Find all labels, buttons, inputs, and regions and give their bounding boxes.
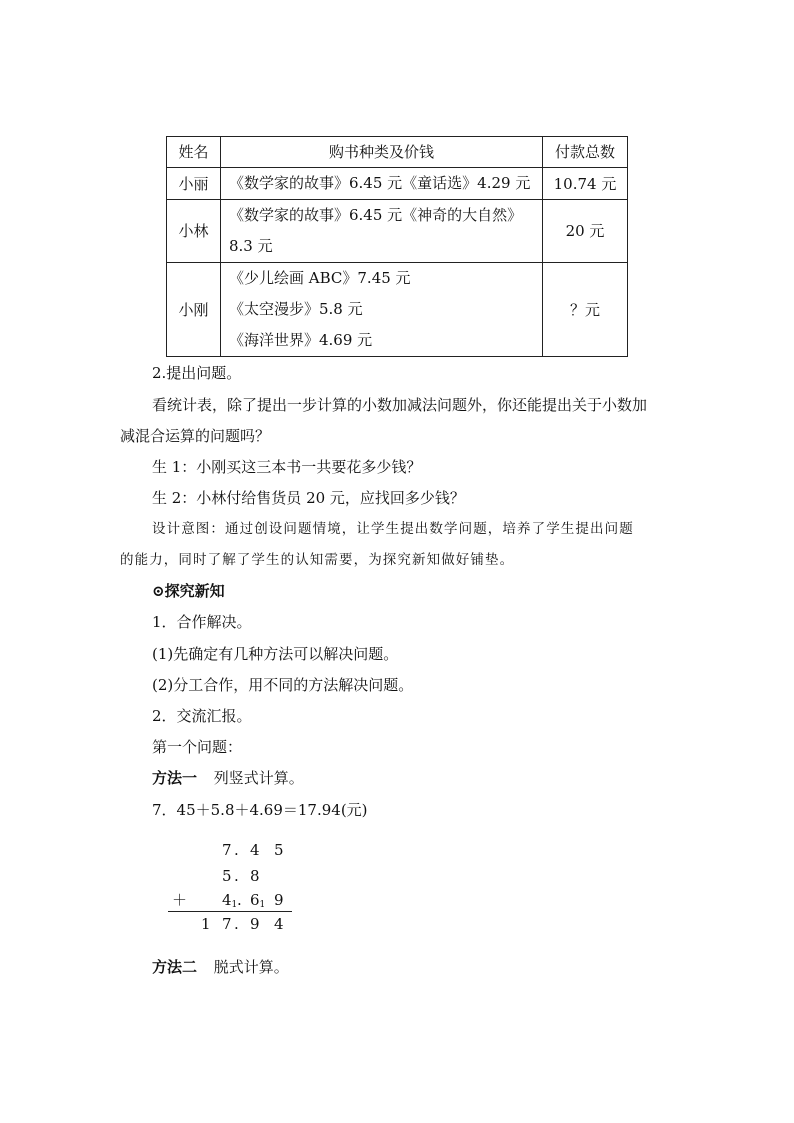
item-line: 《数学家的故事》6.45 元《童话选》4.29 元	[229, 174, 531, 192]
item-line: 《数学家的故事》6.45 元《神奇的大自然》	[229, 206, 523, 224]
plus-sign: ＋	[172, 891, 188, 909]
first-question-label: 第一个问题：	[152, 738, 243, 756]
calc-digit: 8	[250, 867, 260, 885]
step-1: 1．合作解决。	[152, 613, 252, 631]
book-purchase-table	[166, 136, 628, 357]
table-row	[167, 263, 628, 357]
prompt-line-1: 看统计表，除了提出一步计算的小数加减法问题外，你还能提出关于小数加	[152, 396, 648, 414]
row-name: 小丽	[167, 168, 221, 200]
header-name: 姓名	[167, 137, 221, 168]
row-items	[221, 263, 543, 357]
result-digit: 9	[250, 915, 260, 933]
vertical-addition	[168, 838, 298, 938]
carry-mark: 1	[231, 900, 238, 910]
method-1-text: 列竖式计算。	[213, 769, 304, 787]
calc-digit: $6_1$	[250, 891, 266, 910]
row-name: 小刚	[167, 263, 221, 357]
row-items	[221, 200, 543, 263]
row-total: 10.74 元	[543, 168, 628, 200]
section-explore: ⊙探究新知	[152, 582, 225, 600]
prompt-line-2: 减混合运算的问题吗？	[120, 427, 271, 445]
calc-point: .	[234, 841, 239, 859]
result-digit: 1	[201, 915, 211, 933]
design-intent-line-2: 的能力，同时了解了学生的认知需要，为探究新知做好铺垫。	[120, 552, 515, 568]
step-2: 2．交流汇报。	[152, 707, 252, 725]
method-2	[152, 956, 289, 978]
item-line: 《海洋世界》4.69 元	[229, 331, 373, 349]
calc-point: .	[234, 867, 239, 885]
table-row	[167, 168, 628, 200]
result-point: .	[234, 915, 239, 933]
design-intent-line-1: 设计意图：通过创设问题情境，让学生提出数学问题，培养了学生提出问题	[152, 521, 634, 537]
calc-digit: 5	[222, 867, 232, 885]
student-answer-1: 生 1：小刚买这三本书一共要花多少钱？	[152, 458, 422, 476]
student-answer-2: 生 2：小林付给售货员 20 元，应找回多少钱？	[152, 489, 465, 507]
calc-digit: 4	[250, 841, 260, 859]
method-2-label: 方法二	[152, 958, 198, 976]
row-name: 小林	[167, 200, 221, 263]
item-line: 8.3 元	[229, 237, 273, 255]
calc-digit: 5	[274, 841, 284, 859]
table-row	[167, 200, 628, 263]
method-1	[152, 767, 304, 789]
method-1-label: 方法一	[152, 769, 198, 787]
table-header-row	[167, 137, 628, 168]
equation: 7．45＋5.8＋4.69＝17.94(元)	[152, 801, 368, 819]
row-items	[221, 168, 543, 200]
result-digit: 4	[274, 915, 284, 933]
question-heading: 2.提出问题。	[152, 364, 242, 382]
carry-mark: 1	[259, 900, 266, 910]
row-total: ？元	[543, 263, 628, 357]
sum-line	[168, 911, 292, 912]
row-total: 20 元	[543, 200, 628, 263]
header-items: 购书种类及价钱	[221, 137, 543, 168]
calc-point: .	[237, 891, 242, 909]
substep-1: (1)先确定有几种方法可以解决问题。	[152, 645, 399, 663]
calc-digit: 7	[222, 841, 232, 859]
header-total: 付款总数	[543, 137, 628, 168]
calc-digit: $4_1$	[222, 891, 238, 910]
item-line: 《少儿绘画 ABC》7.45 元	[229, 269, 411, 287]
method-2-text: 脱式计算。	[213, 958, 289, 976]
result-digit: 7	[222, 915, 232, 933]
calc-digit: 9	[274, 891, 284, 909]
item-line: 《太空漫步》5.8 元	[229, 300, 363, 318]
substep-2: (2)分工合作，用不同的方法解决问题。	[152, 676, 414, 694]
